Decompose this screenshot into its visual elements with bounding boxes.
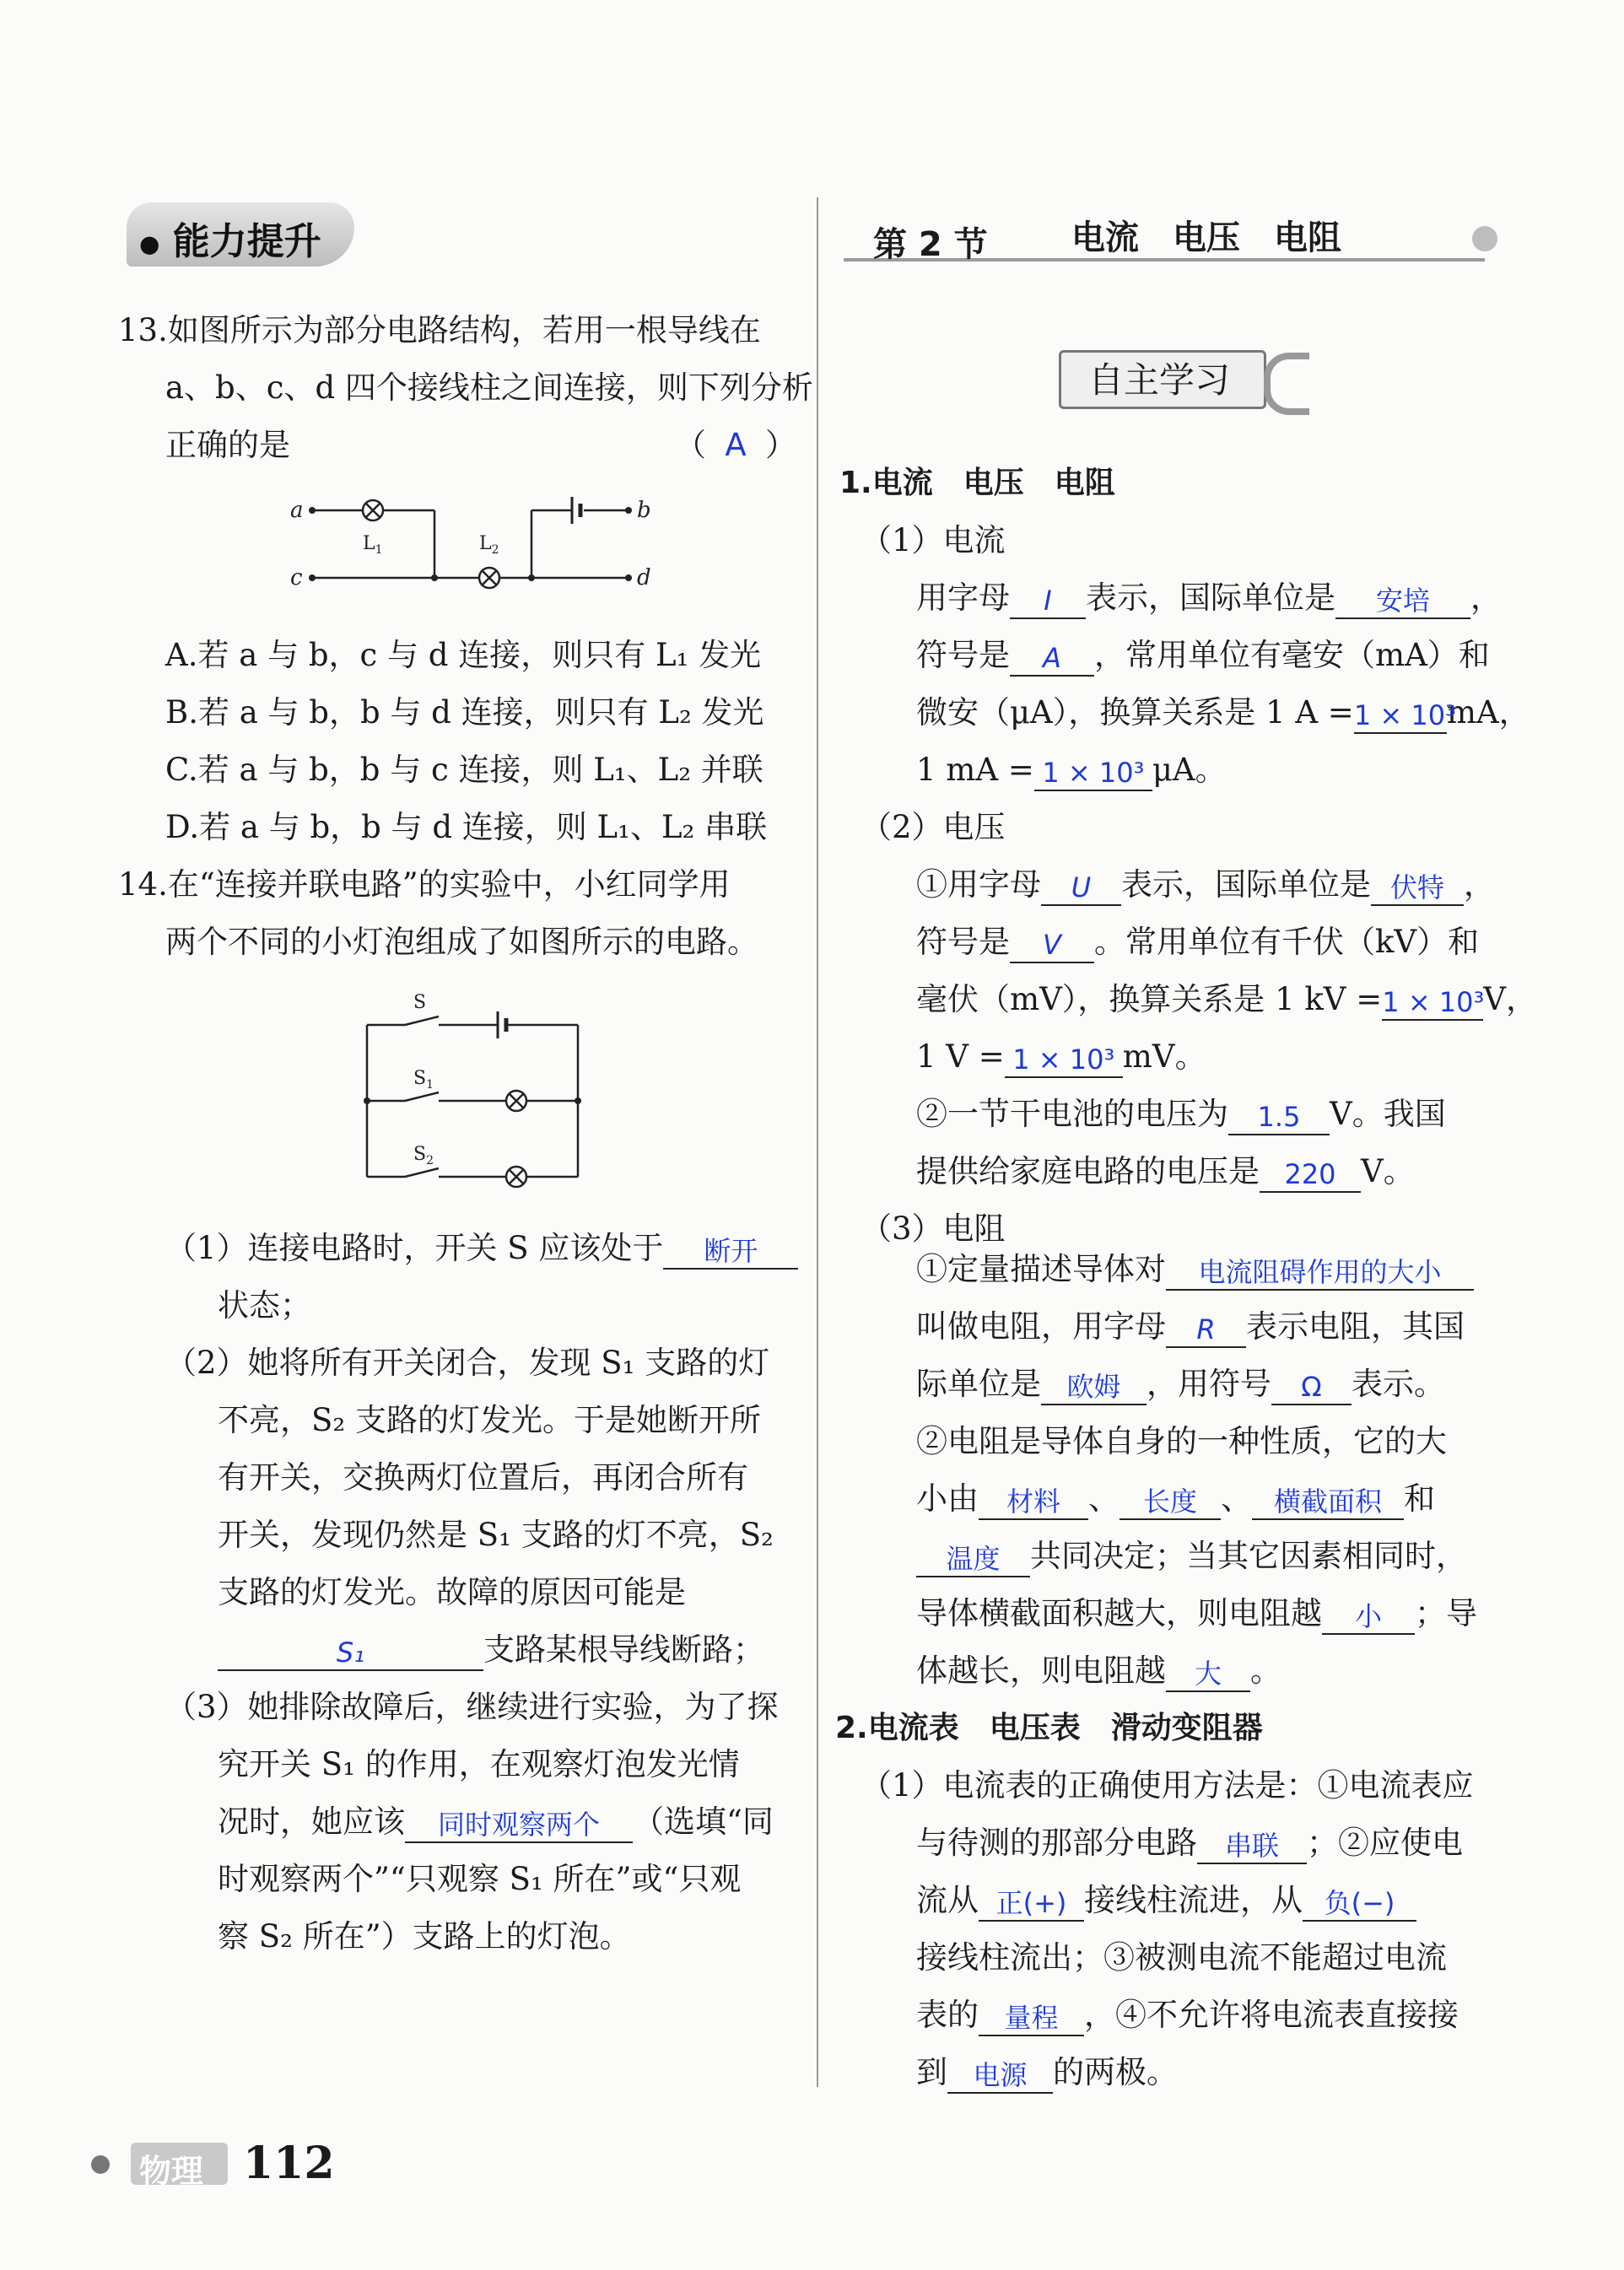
resistance-answer-small: 小 xyxy=(1322,1599,1415,1635)
terminal-d: d xyxy=(637,565,651,590)
q13-stem-3: 正确的是 xyxy=(165,427,290,463)
q13-option-d: D.若 a 与 b，b 与 d 连接，则 L₁、L₂ 串联 xyxy=(165,809,768,845)
current-line3: 微安（μA），换算关系是 1 A =1 × 10³mA， xyxy=(916,692,1530,734)
voltage-answer-mv: 1 × 10³ xyxy=(1005,1043,1123,1078)
voltage-answer-battery: 1.5 xyxy=(1228,1100,1330,1135)
q14-part2-line3: 有开关，交换两灯位置后，再闭合所有 xyxy=(218,1459,748,1496)
current-answer-ua: 1 × 10³ xyxy=(1034,756,1152,791)
lamp-s1-branch-icon xyxy=(506,1091,526,1111)
ammeter-answer-negative: 负(−) xyxy=(1303,1886,1416,1922)
section-title: 电流 电压 电阻 xyxy=(1071,218,1341,257)
q14-stem-2: 两个不同的小灯泡组成了如图所示的电路。 xyxy=(165,924,758,960)
terminal-b: b xyxy=(637,498,651,523)
resistance-answer-area: 横截面积 xyxy=(1252,1485,1404,1520)
q14-answer-2: S₁ xyxy=(218,1636,483,1671)
q13-stem-1: 13.如图所示为部分电路结构，若用一根导线在 xyxy=(118,312,761,348)
voltage-line2: 符号是 V 。常用单位有千伏（kV）和 xyxy=(916,921,1479,963)
resistance-answer-unit: 欧姆 xyxy=(1041,1370,1147,1405)
resistance-answer-length: 长度 xyxy=(1120,1485,1221,1520)
label-l2: $L_2$ xyxy=(479,533,499,557)
ammeter-answer-range: 量程 xyxy=(979,2001,1084,2036)
section-number: 第 2 节 xyxy=(873,225,988,264)
q14-part3-line3: 况时，她应该 同时观察两个 （选填“同 xyxy=(218,1801,774,1843)
resistance-answer-material: 材料 xyxy=(979,1485,1088,1520)
q13-circuit-diagram xyxy=(278,485,666,603)
resistance-line7: 导体横截面积越大，则电阻越 小 ；导 xyxy=(916,1593,1477,1635)
voltage-line3: 毫伏（mV），换算关系是 1 kV =1 × 10³V， xyxy=(916,979,1537,1021)
voltage-line4: 1 V = 1 × 10³ mV。 xyxy=(916,1036,1206,1078)
ammeter-line6: 到 电源 的两极。 xyxy=(916,2052,1178,2094)
current-answer-ma: 1 × 10³ xyxy=(1354,698,1447,734)
resistance-line8: 体越长，则电阻越 大 。 xyxy=(916,1650,1281,1692)
resistance-answer-symbol: R xyxy=(1166,1313,1246,1348)
current-answer-unit: 安培 xyxy=(1335,584,1470,619)
q14-stem-1: 14.在“连接并联电路”的实验中，小红同学用 xyxy=(118,866,731,903)
label-s: S xyxy=(413,992,427,1013)
resistance-answer-temp: 温度 xyxy=(916,1542,1030,1577)
resistance-line3: 际单位是 欧姆 ，用符号 Ω 表示。 xyxy=(916,1363,1445,1405)
ammeter-answer-series: 串联 xyxy=(1197,1829,1307,1864)
current-answer-sign: A xyxy=(1010,641,1094,677)
ammeter-line5: 表的 量程 ，④不允许将电流表直接接 xyxy=(916,1994,1459,2036)
terminal-a: a xyxy=(290,498,304,523)
q14-answer-3: 同时观察两个 xyxy=(405,1808,633,1843)
section-title-nengli: ● 能力提升 xyxy=(139,220,321,263)
resistance-line2: 叫做电阻，用字母 R 表示电阻，其国 xyxy=(916,1306,1465,1348)
q14-answer-1: 断开 xyxy=(663,1234,798,1270)
footer-dot-icon xyxy=(91,2155,110,2174)
current-line1: 用字母 I 表示，国际单位是 安培 ， xyxy=(916,577,1502,619)
label-s2: $S_2$ xyxy=(413,1144,434,1167)
resistance-line1: ①定量描述导体对 电流阻碍作用的大小 xyxy=(916,1248,1474,1291)
current-answer-symbol: I xyxy=(1010,584,1086,619)
voltage-answer-unit: 伏特 xyxy=(1371,871,1464,906)
ammeter-answer-source: 电源 xyxy=(947,2058,1053,2094)
ammeter-line3: 流从 正(+) 接线柱流进，从 负(−) xyxy=(916,1879,1416,1922)
ammeter-line2: 与待测的那部分电路 串联 ；②应使电 xyxy=(916,1822,1463,1864)
resistance-line6: 温度 共同决定；当其它因素相同时， xyxy=(916,1535,1467,1577)
lamp-l1-icon xyxy=(363,500,383,520)
terminal-c: c xyxy=(290,565,303,590)
zizhu-title: 自主学习 xyxy=(1088,359,1231,401)
column-divider xyxy=(817,197,818,2087)
resistance-answer-large: 大 xyxy=(1166,1657,1250,1692)
q14-circuit-diagram xyxy=(354,983,607,1210)
voltage-line5: ②一节干电池的电压为 1.5 V。我国 xyxy=(916,1093,1446,1135)
q13-answer-paren: （ A ） xyxy=(675,424,796,466)
current-line2: 符号是 A ，常用单位有毫安（mA）和 xyxy=(916,634,1490,677)
voltage-label: （2）电压 xyxy=(861,809,1006,845)
q14-part2-line4: 开关，发现仍然是 S₁ 支路的灯不亮，S₂ xyxy=(218,1517,774,1553)
q14-part3-line1: （3）她排除故障后，继续进行实验，为了探 xyxy=(165,1689,779,1725)
current-line4: 1 mA = 1 × 10³ μA。 xyxy=(916,749,1227,791)
q14-part3-line4: 时观察两个”“只观察 S₁ 所在”或“只观 xyxy=(218,1861,742,1897)
voltage-answer-sign: V xyxy=(1010,928,1094,963)
lamp-s2-branch-icon xyxy=(506,1167,526,1187)
resistance-line4: ②电阻是导体自身的一种性质，它的大 xyxy=(916,1423,1447,1459)
lamp-l2-icon xyxy=(479,568,499,588)
q14-part1-line1: （1）连接电路时，开关 S 应该处于 断开 xyxy=(165,1227,798,1270)
ammeter-line4: 接线柱流出；③被测电流不能超过电流 xyxy=(916,1939,1447,1976)
page-number: 112 xyxy=(243,2138,335,2189)
q14-part2-line6: S₁ 支路某根导线断路； xyxy=(218,1629,764,1671)
label-s1: $S_1$ xyxy=(413,1068,434,1092)
q14-part3-line2: 究开关 S₁ 的作用，在观察灯泡发光情 xyxy=(218,1746,740,1782)
q14-part2-line1: （2）她将所有开关闭合，发现 S₁ 支路的灯 xyxy=(165,1345,770,1381)
q14-part1-line2: 状态； xyxy=(218,1287,311,1324)
q14-part3-line5: 察 S₂ 所在”）支路上的灯泡。 xyxy=(218,1918,631,1955)
heading-2: 2.电流表 电压表 滑动变阻器 xyxy=(835,1711,1263,1745)
resistance-label: （3）电阻 xyxy=(861,1210,1006,1247)
heading-1: 1.电流 电压 电阻 xyxy=(839,466,1115,500)
voltage-answer-household: 220 xyxy=(1260,1157,1361,1193)
voltage-line1: ①用字母 U 表示，国际单位是 伏特 ， xyxy=(916,864,1495,906)
q14-part2-line2: 不亮，S₂ 支路的灯发光。于是她断开所 xyxy=(218,1402,761,1438)
voltage-answer-symbol: U xyxy=(1041,871,1121,906)
q13-stem-2: a、b、c、d 四个接线柱之间连接，则下列分析 xyxy=(165,369,813,406)
bullet-icon: ● xyxy=(139,229,160,258)
ammeter-line1: （1）电流表的正确使用方法是：①电流表应 xyxy=(861,1767,1474,1804)
q13-option-b: B.若 a 与 b，b 与 d 连接，则只有 L₂ 发光 xyxy=(165,694,764,731)
q13-option-a: A.若 a 与 b，c 与 d 连接，则只有 L₁ 发光 xyxy=(165,637,762,673)
zizhu-arc-icon xyxy=(1264,353,1309,415)
ammeter-answer-positive: 正(+) xyxy=(979,1886,1084,1922)
q13-option-c: C.若 a 与 b，b 与 c 连接，则 L₁、L₂ 并联 xyxy=(165,752,763,788)
label-l1: $L_1$ xyxy=(363,533,383,557)
q14-part2-line5: 支路的灯发光。故障的原因可能是 xyxy=(218,1574,686,1610)
footer-subject: 物理 xyxy=(139,2153,204,2190)
voltage-answer-kv: 1 × 10³ xyxy=(1382,985,1483,1021)
current-label: （1）电流 xyxy=(861,522,1006,558)
resistance-line5: 小由 材料 、 长度 、 横截面积 和 xyxy=(916,1478,1435,1520)
voltage-line6: 提供给家庭电路的电压是 220 V。 xyxy=(916,1151,1415,1193)
resistance-answer-sign: Ω xyxy=(1271,1370,1352,1405)
q13-answer: A xyxy=(725,427,747,463)
resistance-answer-def: 电流阻碍作用的大小 xyxy=(1166,1255,1474,1291)
header-dot-icon xyxy=(1472,226,1497,251)
